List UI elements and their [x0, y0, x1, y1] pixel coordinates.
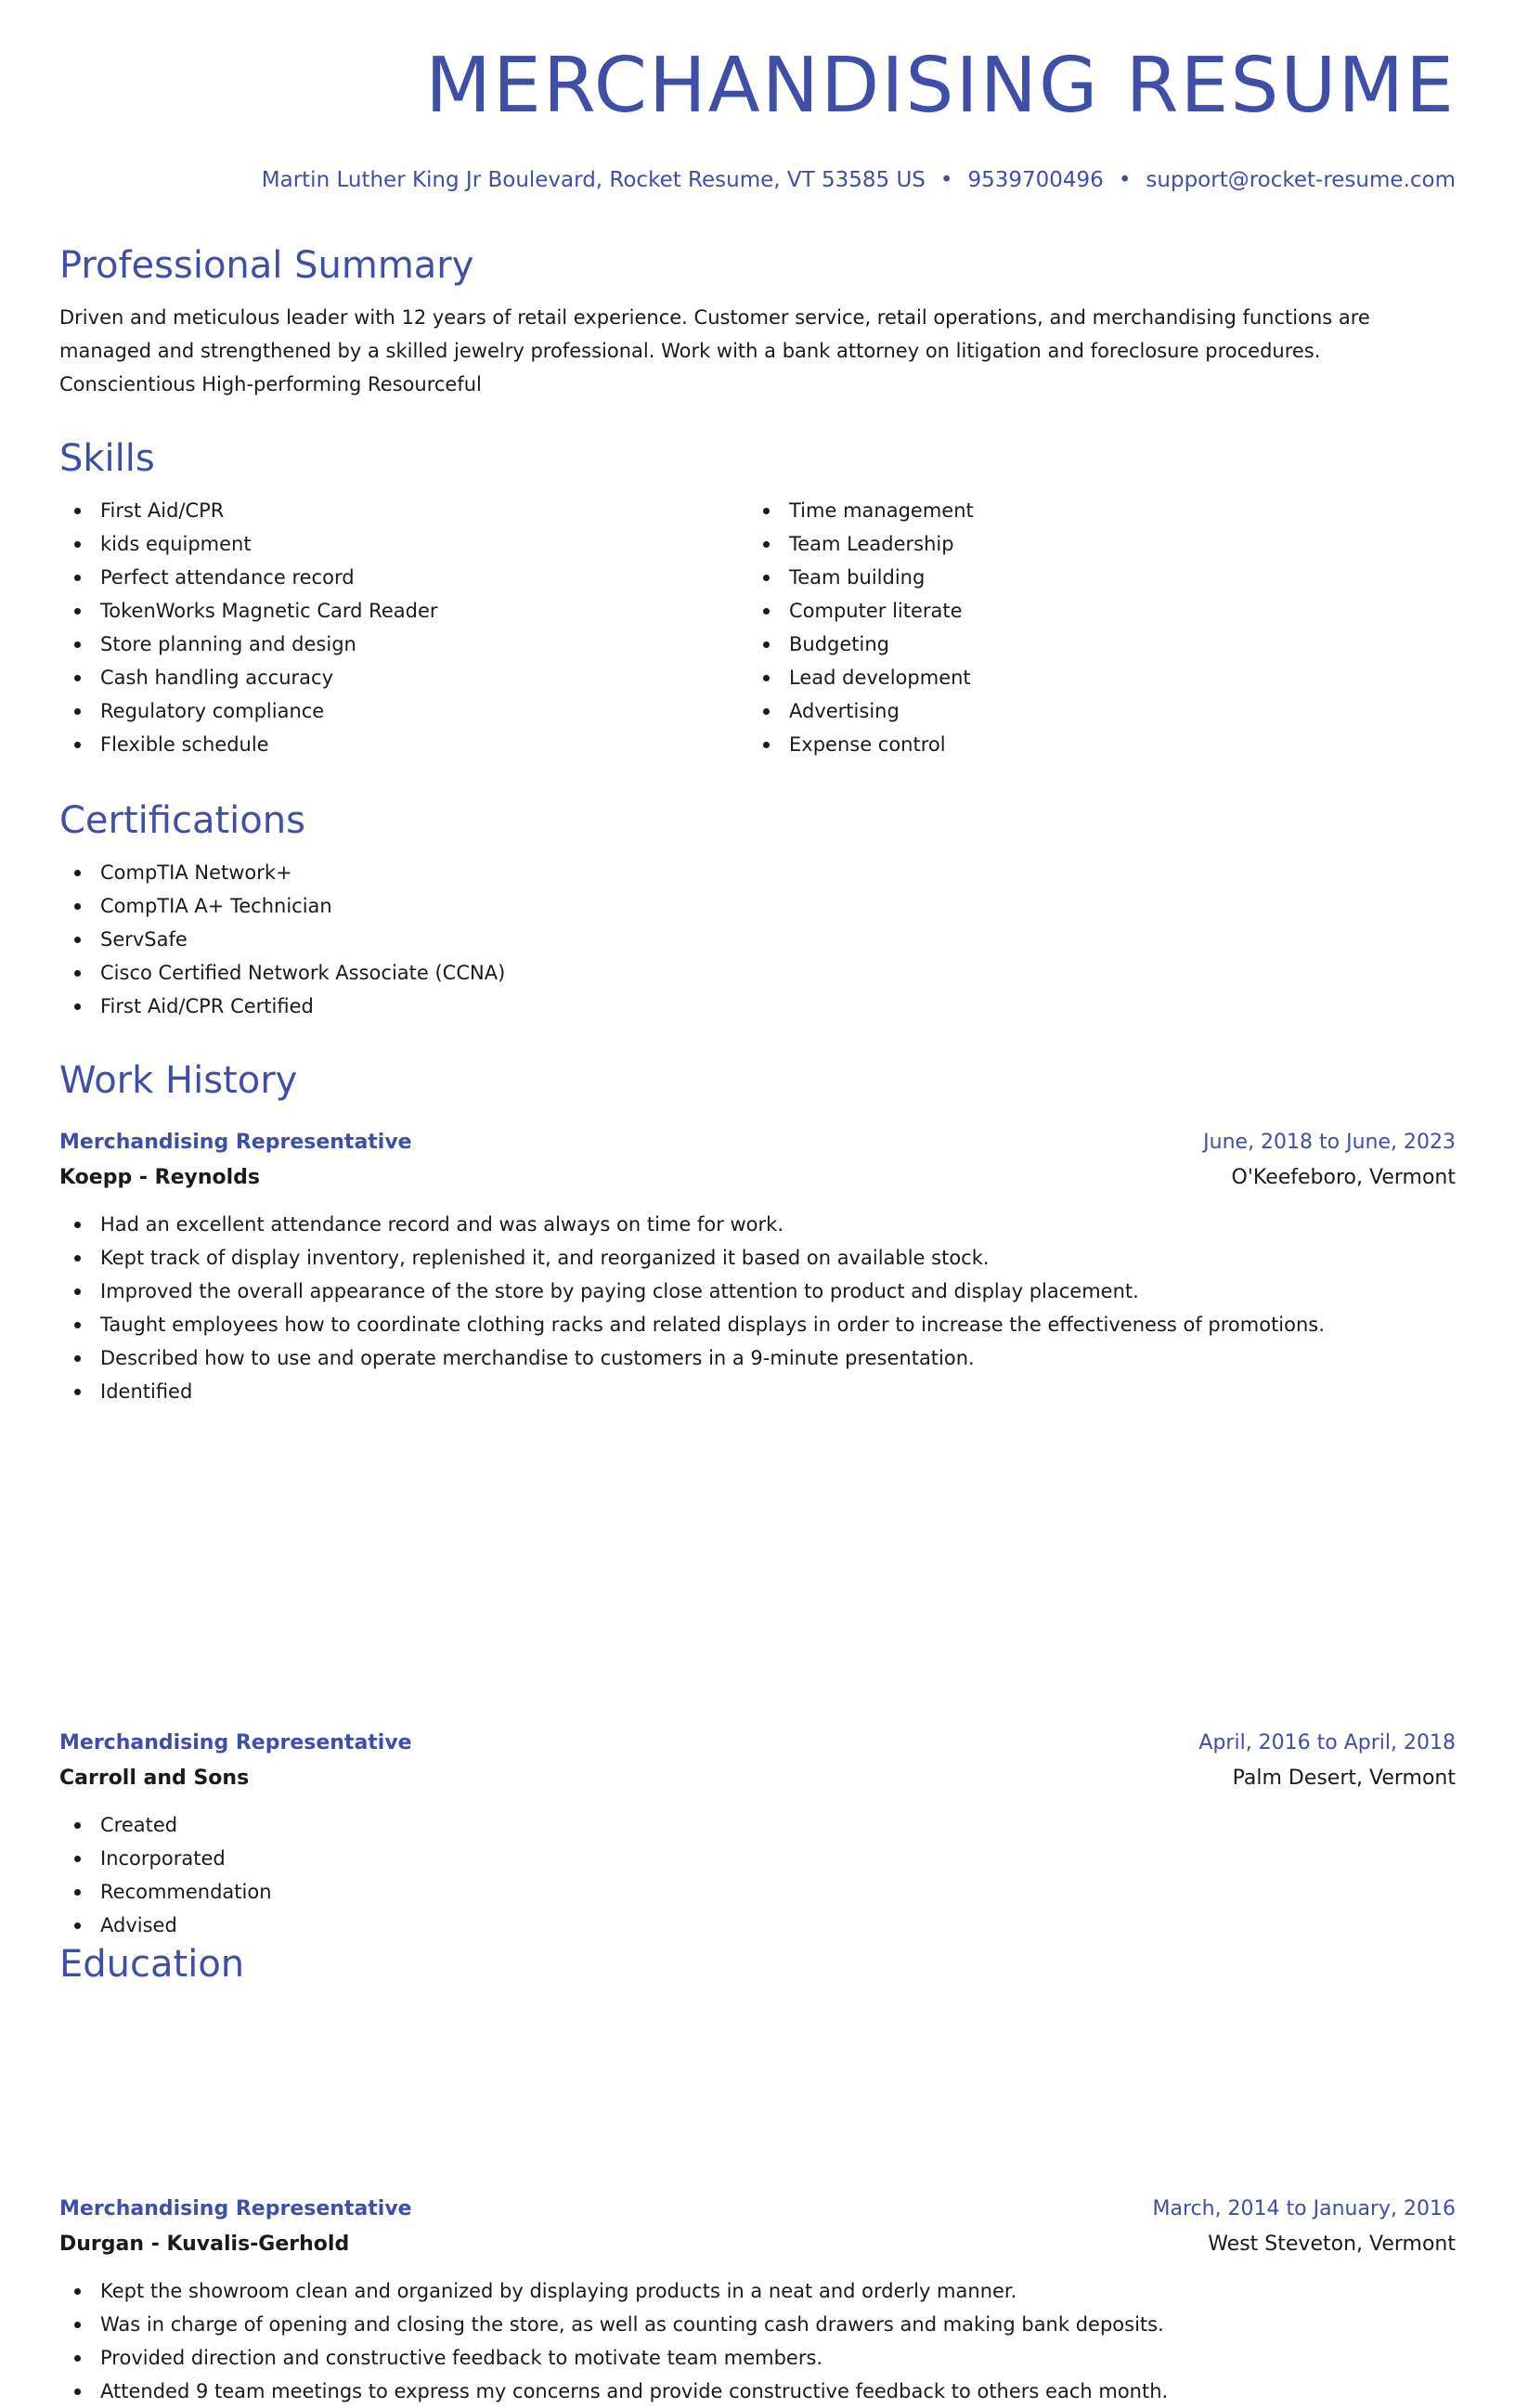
skill-item: Team building [748, 561, 1437, 594]
job-company-row [59, 1159, 1456, 1197]
certifications-heading: Certifications [59, 799, 305, 842]
skill-item: Flexible schedule [59, 728, 748, 761]
job-duty-item: Created [59, 1808, 1456, 1842]
skill-item: Team Leadership [748, 527, 1437, 561]
job-header-row [59, 1126, 1456, 1159]
job-entry [59, 1727, 1456, 1942]
summary-text: Driven and meticulous leader with 12 years of retail experience. Customer service, retail operations, and merchandising functions are managed and strengthened by a skilled jewelry professional. Work with a bank attorney on litigation and foreclosure procedures. Conscientious High-performing Resourceful [59, 306, 1370, 395]
certification-item: First Aid/CPR Certified [59, 990, 1456, 1023]
certifications-list [59, 856, 1456, 1023]
certification-item: ServSafe [59, 923, 1456, 956]
job-company: Carroll and Sons [59, 1767, 250, 1790]
job-duty-item: Kept track of display inventory, replenished it, and reorganized it based on available stock. [59, 1241, 1456, 1275]
job-company: Koepp - Reynolds [59, 1166, 261, 1189]
skill-item: Budgeting [748, 628, 1437, 661]
job-title: Merchandising Representative [59, 1731, 412, 1754]
skill-item: First Aid/CPR [59, 494, 748, 527]
certifications-section [59, 799, 1456, 1023]
job-duty-item: Described how to use and operate merchandise to customers in a 9-minute presentation. [59, 1341, 1456, 1375]
skill-item: Time management [748, 494, 1437, 527]
skill-item: Lead development [748, 661, 1437, 694]
job-duty-item: Was in charge of opening and closing the store, as well as counting cash drawers and making bank deposits. [59, 2308, 1456, 2341]
certification-item: CompTIA Network+ [59, 856, 1456, 889]
skills-section [59, 437, 1456, 761]
job-dates: June, 2018 to June, 2023 [1203, 1131, 1456, 1154]
job-dates: April, 2016 to April, 2018 [1198, 1731, 1456, 1754]
job-duty-item: Recommendation [59, 1875, 1456, 1909]
job-duty-item: Had an excellent attendance record and was always on time for work. [59, 1208, 1456, 1241]
job-title: Merchandising Representative [59, 2197, 412, 2220]
job-duties-list [59, 2274, 1456, 2408]
job-location: O'Keefeboro, Vermont [1231, 1166, 1456, 1189]
skills-columns [59, 494, 1456, 761]
job-title: Merchandising Representative [59, 1131, 412, 1154]
skill-item: TokenWorks Magnetic Card Reader [59, 594, 748, 628]
job-dates: March, 2014 to January, 2016 [1152, 2197, 1456, 2220]
contact-separator: • [939, 168, 953, 192]
resume-title: MERCHANDISING RESUME [425, 42, 1456, 130]
skill-item: Regulatory compliance [59, 694, 748, 728]
certification-item: CompTIA A+ Technician [59, 889, 1456, 923]
job-duties-list [59, 1208, 1456, 1408]
job-duty-item: Attended 9 team meetings to express my concerns and provide constructive feedback to others each month. [59, 2375, 1456, 2408]
skill-item: kids equipment [59, 527, 748, 561]
job-entry [59, 2193, 1456, 2408]
job-duty-item: Incorporated [59, 1842, 1456, 1875]
job-duty-item: Provided direction and constructive feedback to motivate team members. [59, 2341, 1456, 2375]
job-duties-list [59, 1808, 1456, 1942]
job-header-row [59, 1727, 1456, 1760]
skills-list-right [748, 494, 1437, 761]
job-duty-item: Identified [59, 1375, 1456, 1408]
skill-item: Computer literate [748, 594, 1437, 628]
job-company-row [59, 1760, 1456, 1797]
resume-page [59, 0, 1456, 2402]
education-section [59, 1943, 1456, 1986]
contact-line [262, 170, 1456, 191]
skill-item: Perfect attendance record [59, 561, 748, 594]
summary-heading: Professional Summary [59, 244, 474, 287]
job-header-row [59, 2193, 1456, 2226]
skill-item: Cash handling accuracy [59, 661, 748, 694]
skill-item: Advertising [748, 694, 1437, 728]
work-history-heading: Work History [59, 1059, 298, 1102]
work-history-section [59, 1059, 1456, 1102]
contact-email[interactable]: support@rocket-resume.com [1146, 168, 1456, 192]
skills-heading: Skills [59, 437, 155, 480]
job-location: Palm Desert, Vermont [1232, 1767, 1456, 1790]
job-duty-item: Improved the overall appearance of the store by paying close attention to product and display placement. [59, 1275, 1456, 1308]
skills-list-left [59, 494, 748, 761]
job-company-row [59, 2226, 1456, 2263]
summary-section [59, 244, 1456, 401]
job-duty-item: Advised [59, 1909, 1456, 1942]
contact-address: Martin Luther King Jr Boulevard, Rocket Resume, VT 53585 US [261, 168, 926, 192]
skill-item: Store planning and design [59, 628, 748, 661]
certification-item: Cisco Certified Network Associate (CCNA) [59, 956, 1456, 990]
job-location: West Steveton, Vermont [1208, 2233, 1456, 2256]
contact-phone[interactable]: 9539700496 [967, 168, 1104, 192]
skill-item: Expense control [748, 728, 1437, 761]
education-heading: Education [59, 1943, 245, 1986]
job-duty-item: Kept the showroom clean and organized by displaying products in a neat and orderly manner. [59, 2274, 1456, 2308]
job-company: Durgan - Kuvalis-Gerhold [59, 2233, 350, 2256]
job-duty-item: Taught employees how to coordinate clothing racks and related displays in order to increase the effectiveness of promotions. [59, 1308, 1456, 1341]
job-entry [59, 1126, 1456, 1408]
contact-separator: • [1118, 168, 1132, 192]
